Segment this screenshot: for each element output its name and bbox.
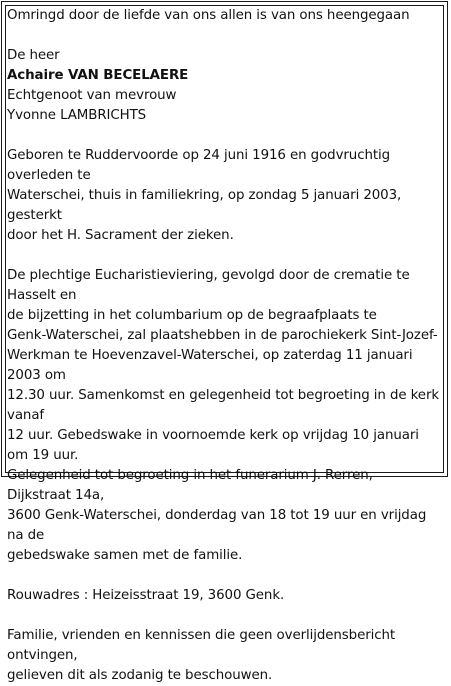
spacer — [7, 126, 439, 146]
death-notice — [7, 6, 439, 686]
salutation: De heer — [7, 48, 60, 63]
deceased-name: Achaire VAN BECELAERE — [7, 68, 189, 83]
spacer — [7, 26, 439, 46]
mourning-address: Rouwadres : Heizeisstraat 19, 3600 Genk. — [7, 588, 285, 603]
spacer — [7, 606, 439, 626]
intro-line: Omringd door de liefde van ons allen is van ons heengegaan — [7, 8, 410, 23]
spacer — [7, 246, 439, 266]
birth-death-paragraph: Geboren te Ruddervoorde op 24 juni 1916 en godvruchtig overleden te Waterschei, thuis in familiekring, op zondag 5 januari 2003, gesterkt door het H. Sacrament der zieken. — [7, 148, 402, 243]
spacer — [7, 566, 439, 586]
spouse-label: Echtgenoot van mevrouw — [7, 88, 177, 103]
closing-paragraph: Familie, vrienden en kennissen die geen overlijdensbericht ontvingen, gelieven dit als zodanig te beschouwen. — [7, 628, 396, 683]
spouse-name: Yvonne LAMBRICHTS — [7, 108, 147, 123]
ceremony-paragraph: De plechtige Eucharistieviering, gevolgd door de crematie te Hasselt en de bijzetting in het columbarium op de begraafplaats te Genk-Waterschei, zal plaatshebben in de parochiekerk Sint-Jozef- Werkman te Hoevenzavel-Waterschei, op zaterdag 11 januari 2003 om 12.30 uur. Samenkomst en gelegenheid tot begroeting in de kerk vanaf 12 uur. Gebedswake in voornoemde kerk op vrijdag 10 januari om 19 uur. Gelegenheid tot begroeting in het funerarium J. Rerren, Dijkstraat 14a, 3600 Genk-Waterschei, donderdag van 18 tot 19 uur en vrijdag na de gebedswake samen met de familie. — [7, 268, 440, 563]
